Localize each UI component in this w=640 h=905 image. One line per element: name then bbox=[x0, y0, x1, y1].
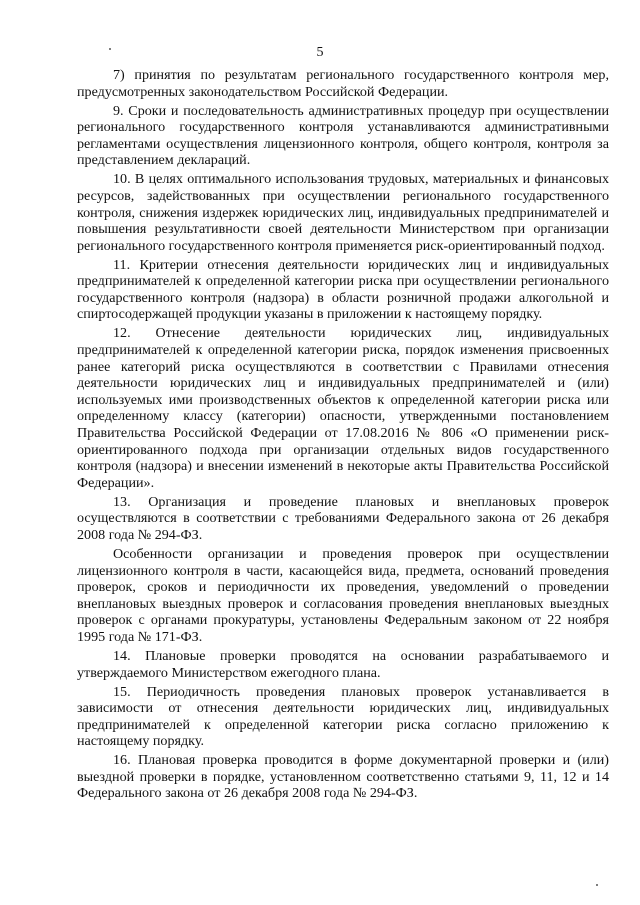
paragraph-13-details: Особенности организации и проведения проверок при осуществлении лицензионного контроля в части, касающейся вида, предмета, оснований проведения проверок, сроков и периодичности их проведения, уведомлений о проведении внеплановых выездных проверок и согласования проведения внеплановых выездных проверок с органами прокуратуры, установлены Федеральным законом от 22 ноября 1995 года № 171-ФЗ. bbox=[77, 545, 609, 645]
paragraph-15: 15. Периодичность проведения плановых проверок устанавливается в зависимости от отнесения деятельности юридических лиц, индивидуальных предпринимателей к определенной категории риска согласно приложению к настоящему порядку. bbox=[77, 683, 609, 750]
paragraph-item-7: 7) принятия по результатам регионального государственного контроля мер, предусмотренных законодательством Российской Федерации. bbox=[77, 67, 609, 100]
paragraph-14: 14. Плановые проверки проводятся на основании разрабатываемого и утверждаемого Министерством ежегодного плана. bbox=[77, 647, 609, 681]
paragraph-13: 13. Организация и проведение плановых и внеплановых проверок осуществляются в соответствии с требованиями Федерального закона от 26 декабря 2008 года № 294-ФЗ. bbox=[77, 493, 609, 543]
paragraph-16: 16. Плановая проверка проводится в форме документарной проверки и (или) выездной проверки в порядке, установленном соответственно статьями 9, 11, 12 и 14 Федерального закона от 26 декабря 2008 года № 294-ФЗ. bbox=[77, 752, 609, 802]
paragraph-11: 11. Критерии отнесения деятельности юридических лиц и индивидуальных предпринимателей к определенной категории риска при осуществлении регионального государственного контроля (надзора) в области розничной продажи алкогольной и спиртосодержащей продукции указаны в приложении к настоящему порядку. bbox=[77, 256, 609, 323]
paragraph-12: 12. Отнесение деятельности юридических лиц, индивидуальных предпринимателей к определенной категории риска, порядок изменения присвоенных ранее категорий риска осуществляются в соответствии с Правилами отнесения деятельности юридических лиц и индивидуальных предпринимателей и (или) используемых ими производственных объектов к определенной категории риска или определенному классу (категории) опасности, утвержденными постановлением Правительства Российской Федерации от 17.08.2016 № 806 «О применении риск-ориентированного подхода при организации отдельных видов государственного контроля (надзора) и внесении изменений в некоторые акты Правительства Российской Федерации». bbox=[77, 325, 609, 491]
document-body bbox=[77, 67, 609, 804]
scan-speck bbox=[596, 884, 598, 886]
page-number: 5 bbox=[316, 45, 324, 60]
paragraph-10: 10. В целях оптимального использования трудовых, материальных и финансовых ресурсов, задействованных при осуществлении регионального государственного контроля, снижения издержек юридических лиц, индивидуальных предпринимателей и повышения результативности своей деятельности Министерством при организации регионального государственного контроля применяется риск-ориентированный подход. bbox=[77, 171, 609, 254]
paragraph-9: 9. Сроки и последовательность административных процедур при осуществлении регионального государственного контроля устанавливаются административными регламентами осуществления лицензионного контроля, общего контроля, контроля за представлением деклараций. bbox=[77, 102, 609, 169]
